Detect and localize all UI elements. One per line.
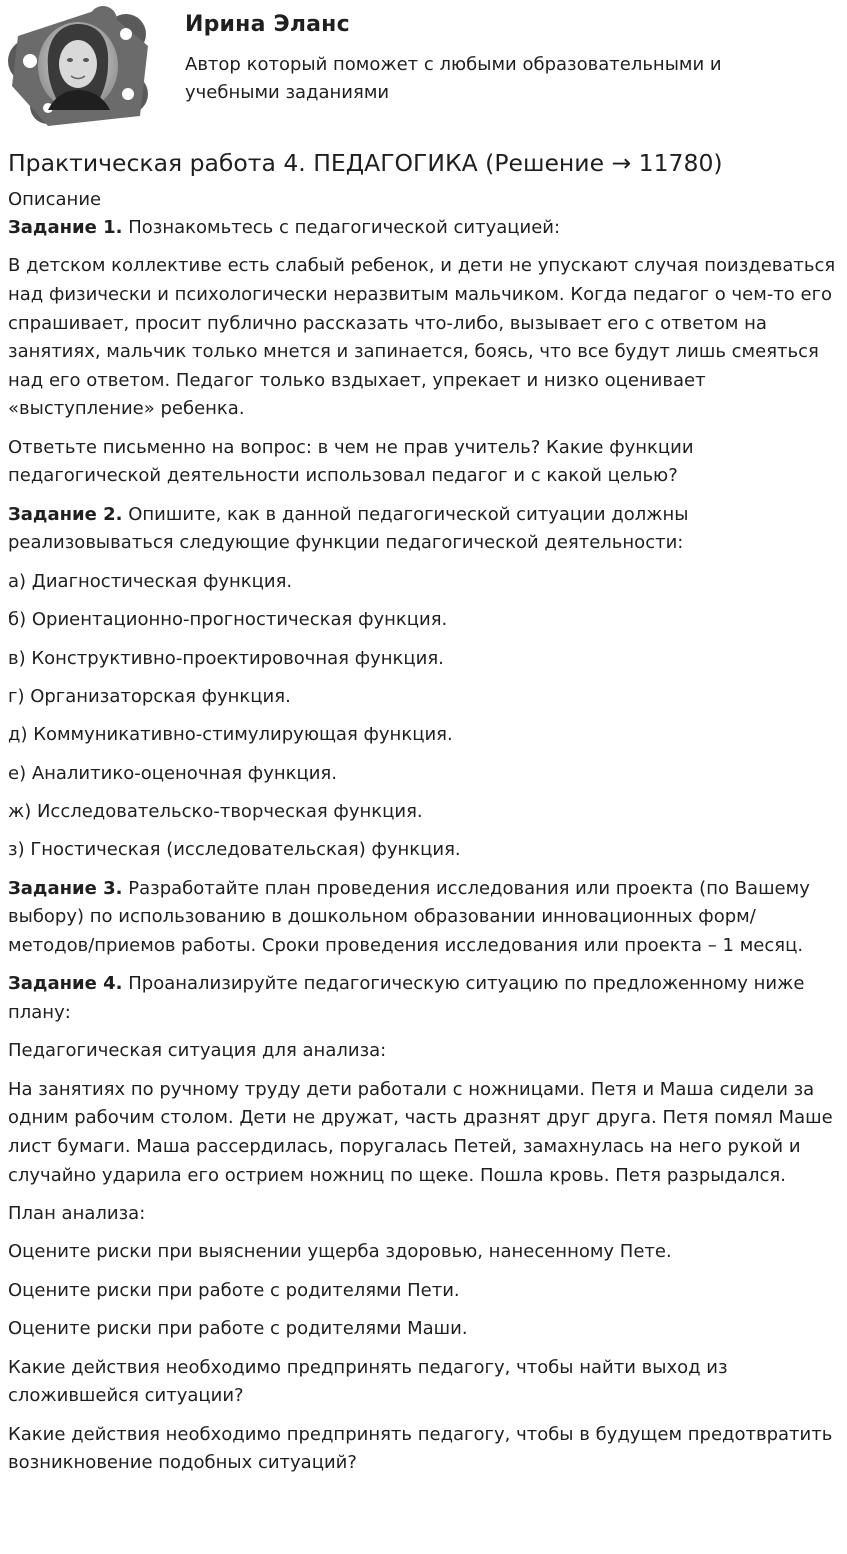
- task-2-item: в) Конструктивно-проектировочная функция.: [8, 647, 444, 669]
- task-2-item: е) Аналитико-оценочная функция.: [8, 762, 337, 784]
- task-1-situation: В детском коллективе есть слабый ребенок, и дети не упускают случая поиздеваться над физически и психологически неразвитым мальчиком. Когда педагог о чем-то его спрашивает, просит публично рассказать что-либо, вызывает его с ответом на занятиях, мальчик только мнется и запинается, боясь, что все будут лишь смеяться над его ответом. Педагог только вздыхает, упрекает и низко оценивает «выступление» ребенка.: [8, 255, 836, 420]
- task-3-text: Разработайте план проведения исследования или проекта (по Вашему выбору) по использованию в дошкольном образовании инновационных форм/методов/приемов работы. Сроки проведения исследования или проекта – 1 месяц.: [8, 877, 810, 957]
- task-4-text: Проанализируйте педагогическую ситуацию по предложенному ниже плану:: [8, 973, 805, 1024]
- task-2-item: г) Организаторская функция.: [8, 685, 291, 707]
- task-2-text: Опишите, как в данной педагогической ситуации должны реализовываться следующие функции педагогической деятельности:: [8, 503, 689, 554]
- description-label: Описание: [8, 189, 102, 210]
- task-4-situation-label: Педагогическая ситуация для анализа:: [8, 1040, 387, 1062]
- author-description: Автор который поможет с любыми образовательными и учебными заданиями: [185, 54, 722, 103]
- author-name: Ирина Эланс: [185, 12, 350, 37]
- page-title: Практическая работа 4. ПЕДАГОГИКА (Решение → 11780): [8, 149, 723, 177]
- task-4-plan-item: Какие действия необходимо предпринять педагогу, чтобы найти выход из сложившейся ситуации?: [8, 1356, 728, 1407]
- task-2-item: б) Ориентационно-прогностическая функция.: [8, 609, 448, 631]
- task-1-text: Познакомьтесь с педагогической ситуацией:: [122, 217, 561, 238]
- task-4-plan-item: Какие действия необходимо предпринять педагогу, чтобы в будущем предотвратить возникновение подобных ситуаций?: [8, 1423, 833, 1474]
- task-4-plan-label: План анализа:: [8, 1202, 146, 1224]
- task-3-label: Задание 3.: [8, 877, 123, 899]
- task-2-label: Задание 2.: [8, 503, 123, 525]
- task-4-heading: [8, 970, 838, 1027]
- task-2-item: з) Гностическая (исследовательская) функция.: [8, 839, 461, 861]
- task-4-plan-item: Оцените риски при работе с родителями Пети.: [8, 1279, 460, 1301]
- author-header: [8, 6, 838, 128]
- task-1-heading: [8, 214, 838, 243]
- task-4-plan-item: Оцените риски при выяснении ущерба здоровью, нанесенному Пете.: [8, 1241, 672, 1263]
- task-2-heading: [8, 501, 838, 558]
- description-content: [8, 214, 838, 1488]
- author-photo-icon: [8, 6, 150, 126]
- task-2-item: ж) Исследовательско-творческая функция.: [8, 801, 423, 823]
- task-1-label: Задание 1.: [8, 217, 123, 238]
- task-2-item: а) Диагностическая функция.: [8, 570, 293, 592]
- task-4-plan-item: Оцените риски при работе с родителями Маши.: [8, 1318, 468, 1340]
- task-1-question: Ответьте письменно на вопрос: в чем не прав учитель? Какие функции педагогической деятельности использовал педагог и с какой целью?: [8, 436, 694, 487]
- task-3-heading: [8, 875, 838, 961]
- task-2-item: д) Коммуникативно-стимулирующая функция.: [8, 724, 453, 746]
- task-4-label: Задание 4.: [8, 973, 123, 995]
- task-4-situation: На занятиях по ручному труду дети работали с ножницами. Петя и Маша сидели за одним рабочим столом. Дети не дружат, часть дразнят друг друга. Петя помял Маше лист бумаги. Маша рассердилась, поругалась Петей, замахнулась на него рукой и случайно ударила его острием ножниц по щеке. Пошла кровь. Петя разрыдался.: [8, 1078, 833, 1186]
